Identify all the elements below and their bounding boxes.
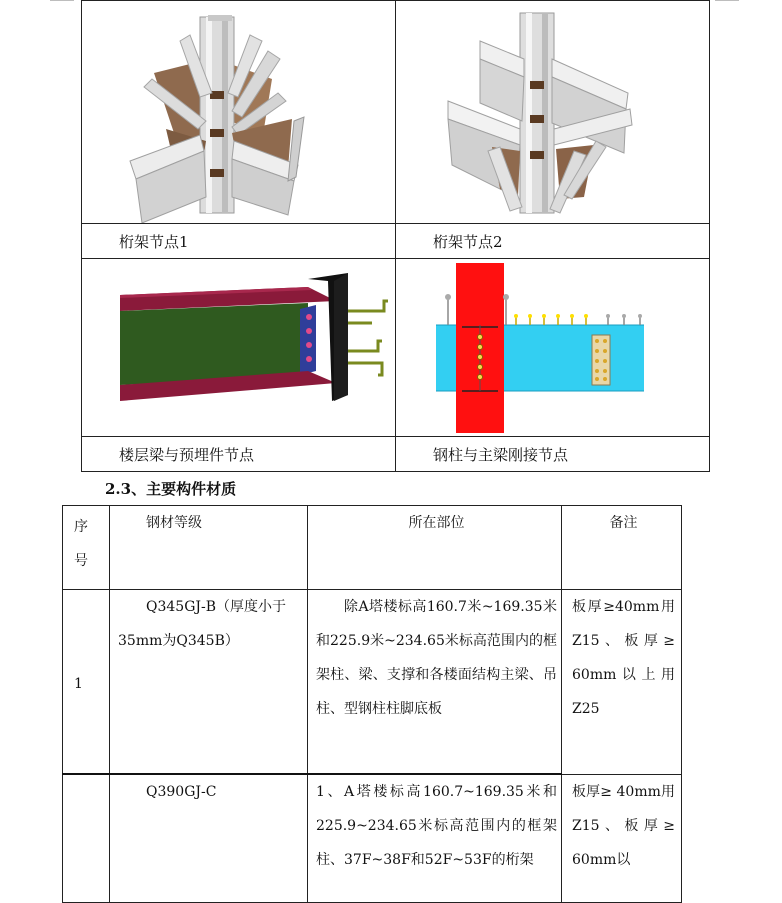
figure-cell-rigid-joint <box>396 259 710 437</box>
figure-cell-truss-node-2 <box>396 1 710 224</box>
figure-cell-floor-beam <box>82 259 396 437</box>
header-index-line1: 序 <box>74 519 88 535</box>
cell-grade-line1: Q390GJ-C <box>146 784 217 800</box>
cell-remark: 板厚≥40mm用Z15、板厚≥ 60mm以上用Z25 <box>562 590 682 775</box>
cell-grade-line1: Q345GJ-B（厚度小于 <box>146 599 287 615</box>
cell-index <box>63 774 110 903</box>
table-header-row <box>63 506 682 590</box>
figure-cell-truss-node-1 <box>82 1 396 224</box>
caption-floor-beam: 楼层梁与预埋件节点 <box>82 437 396 472</box>
figure-table <box>81 0 710 472</box>
cell-location: 除A塔楼标高160.7米~169.35米和225.9米~234.65米标高范围内的框架柱、梁、支撑和各楼面结构主梁、吊柱、型钢柱柱脚底板 <box>308 590 562 775</box>
cell-grade-line2: 35mm为Q345B） <box>118 633 239 649</box>
table-row <box>63 590 682 775</box>
floor-beam-embedded-part-render <box>82 259 418 436</box>
caption-rigid-joint: 钢柱与主梁刚接节点 <box>396 437 710 472</box>
caption-truss-node-1: 桁架节点1 <box>82 224 396 259</box>
section-heading: 2.3、主要构件材质 <box>105 480 237 498</box>
cell-location: 1、A塔楼标高160.7~169.35米和225.9~234.65米标高范围内的框架柱、37F~38F和52F~53F的桁架 <box>308 774 562 903</box>
truss-node-2-render <box>396 1 687 223</box>
caption-truss-node-2: 桁架节点2 <box>396 224 710 259</box>
cell-index: 1 <box>63 590 110 775</box>
cell-grade <box>110 590 308 775</box>
header-grade: 钢材等级 <box>110 506 308 590</box>
header-location: 所在部位 <box>308 506 562 590</box>
page-top-mark <box>50 0 74 1</box>
cell-remark: 板厚≥ 40mm用Z15、板厚≥ 60mm以 <box>562 774 682 903</box>
table-row <box>63 774 682 903</box>
cell-grade <box>110 774 308 903</box>
steel-column-main-beam-rigid-joint-drawing <box>396 259 687 436</box>
page-top-mark <box>715 0 739 1</box>
header-index-line2: 号 <box>74 553 88 569</box>
materials-table <box>62 505 682 903</box>
truss-node-1-render <box>82 1 418 223</box>
header-remark: 备注 <box>562 506 682 590</box>
header-index <box>63 506 110 590</box>
